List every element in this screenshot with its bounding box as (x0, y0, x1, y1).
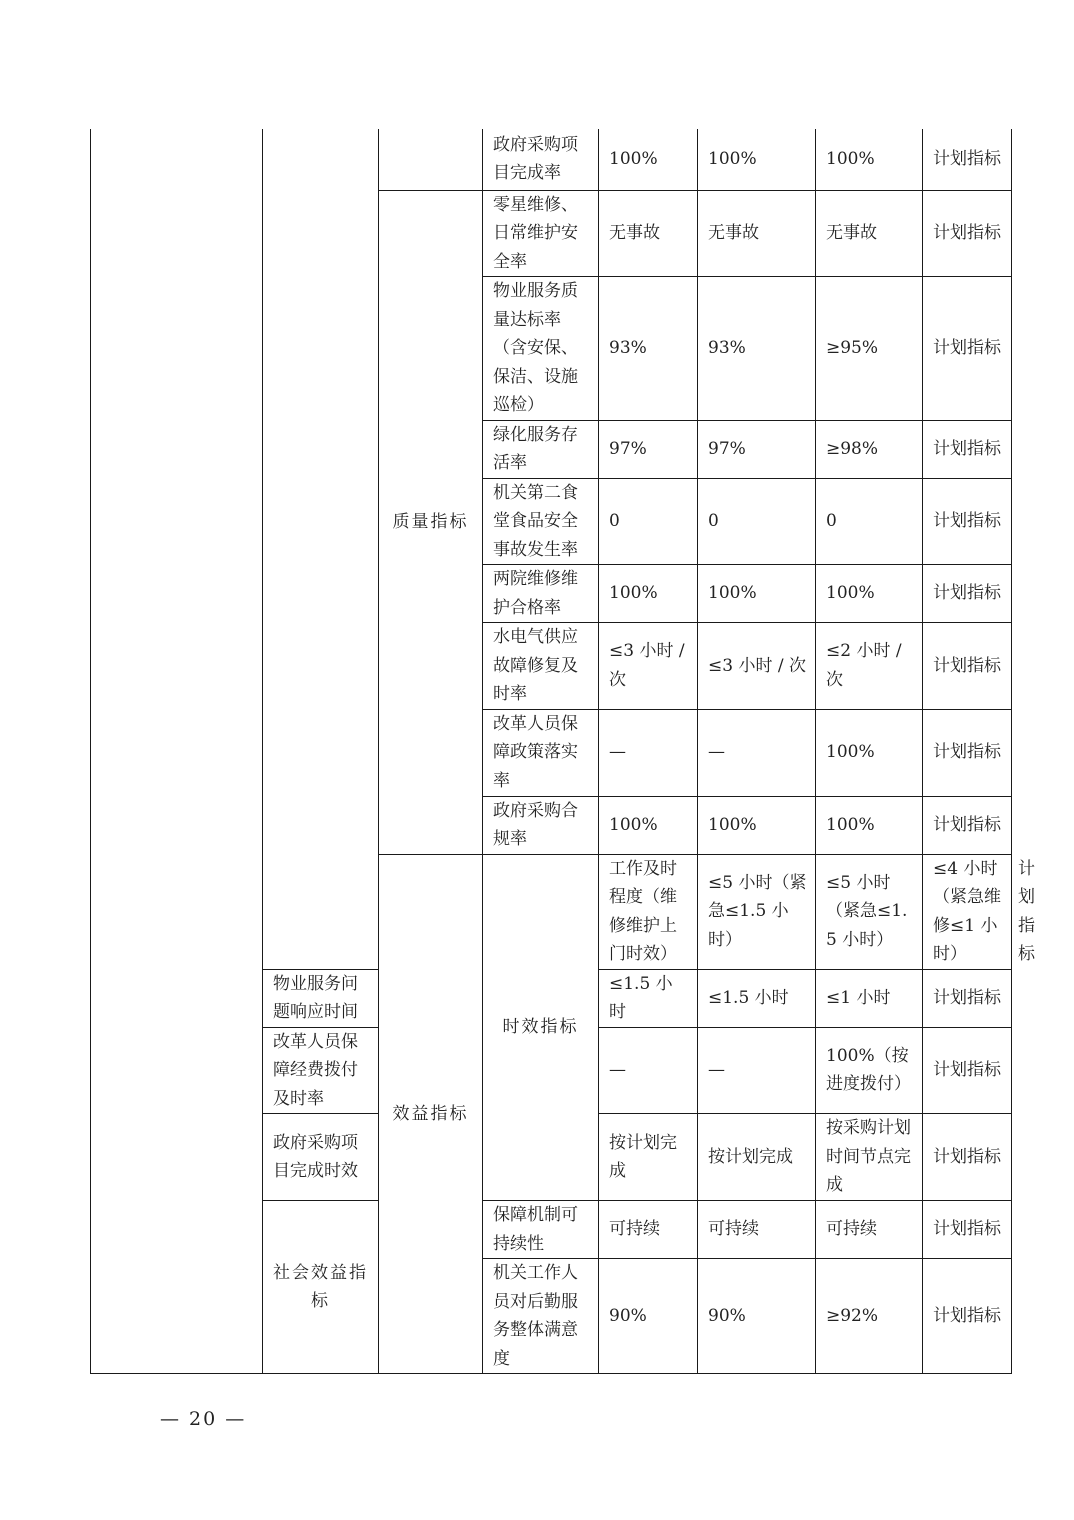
value-col2: ≤3 小时 / 次 (698, 623, 816, 710)
value-col1: 按计划完成 (599, 1114, 698, 1201)
value-col3: ≥92% (816, 1259, 923, 1374)
value-col3: 100% (816, 796, 923, 854)
value-col1: — (599, 1027, 698, 1114)
indicator-type: 计划指标 (923, 623, 1012, 710)
value-col3: ≥98% (816, 420, 923, 478)
indicator-type: 计划指标 (923, 709, 1012, 796)
indicator-type: 计划指标 (923, 969, 1012, 1027)
value-col1: 97% (599, 420, 698, 478)
value-col2: 90% (698, 1259, 816, 1374)
value-col2: 100% (698, 565, 816, 623)
value-col2: 97% (698, 420, 816, 478)
value-col2: 无事故 (698, 190, 816, 277)
value-col1: 0 (599, 478, 698, 565)
value-col2: ≤1.5 小时 (698, 969, 816, 1027)
value-col1: ≤5 小时（紧急≤1.5 小时） (698, 854, 816, 969)
value-col1: 93% (599, 277, 698, 421)
value-col1: 可持续 (599, 1201, 698, 1259)
value-col2: 可持续 (698, 1201, 816, 1259)
value-col1: 100% (599, 796, 698, 854)
value-col3: ≥95% (816, 277, 923, 421)
indicator-type: 计划指标 (923, 277, 1012, 421)
value-col3: ≤2 小时 / 次 (816, 623, 923, 710)
indicator-type: 计划指标 (923, 420, 1012, 478)
blank-cell (379, 129, 483, 190)
indicator-type: 计划指标 (923, 796, 1012, 854)
table-row (91, 129, 1012, 190)
value-col3: 100%（按进度拨付） (816, 1027, 923, 1114)
value-col1: ≤1.5 小时 (599, 969, 698, 1027)
value-col2: — (698, 709, 816, 796)
social-benefit-indicator-label: 社会效益指标 (263, 1201, 379, 1374)
value-col1: ≤3 小时 / 次 (599, 623, 698, 710)
indicator-name: 水电气供应故障修复及时率 (483, 623, 599, 710)
indicator-name: 工作及时程度（维修维护上门时效） (599, 854, 698, 969)
benefit-indicator-label: 效益指标 (379, 854, 483, 1374)
table-row: 效益指标 时效指标 工作及时程度（维修维护上门时效） ≤5 小时（紧急≤1.5 小时） ≤5 小时（紧急≤1.5 小时） ≤4 小时（紧急维修≤1 小时） 计划指标 (91, 854, 1012, 969)
value-col3: 100% (816, 129, 923, 190)
indicator-type: 计划指标 (923, 1201, 1012, 1259)
indicator-type: 计划指标 (923, 129, 1012, 190)
indicator-type: 计划指标 (923, 1259, 1012, 1374)
indicator-type: 计划指标 (923, 1027, 1012, 1114)
value-col2: ≤5 小时（紧急≤1.5 小时） (816, 854, 923, 969)
value-col3: 0 (816, 478, 923, 565)
value-col3: 可持续 (816, 1201, 923, 1259)
value-col3: ≤4 小时（紧急维修≤1 小时） (923, 854, 1012, 969)
indicator-name: 物业服务问题响应时间 (263, 969, 379, 1027)
indicator-table (90, 129, 1035, 1374)
indicator-type: 计划指标 (923, 565, 1012, 623)
indicator-name: 政府采购合规率 (483, 796, 599, 854)
indicator-name: 政府采购项目完成时效 (263, 1114, 379, 1201)
indicator-name: 零星维修、日常维护安全率 (483, 190, 599, 277)
value-col2: 100% (698, 129, 816, 190)
indicator-type: 计划指标 (923, 190, 1012, 277)
value-col1: 无事故 (599, 190, 698, 277)
indicator-name: 保障机制可持续性 (483, 1201, 599, 1259)
value-col2: — (698, 1027, 816, 1114)
timeliness-indicator-label: 时效指标 (483, 854, 599, 1201)
value-col2: 按计划完成 (698, 1114, 816, 1201)
indicator-name: 政府采购项目完成率 (483, 129, 599, 190)
blank-cell (263, 129, 379, 969)
value-col3: 100% (816, 565, 923, 623)
indicator-name: 改革人员保障政策落实率 (483, 709, 599, 796)
indicator-name: 改革人员保障经费拨付及时率 (263, 1027, 379, 1114)
value-col1: 100% (599, 129, 698, 190)
indicator-name: 绿化服务存活率 (483, 420, 599, 478)
indicator-type: 计划指标 (923, 1114, 1012, 1201)
blank-cell (91, 129, 263, 1374)
value-col1: 100% (599, 565, 698, 623)
value-col2: 93% (698, 277, 816, 421)
value-col3: 按采购计划时间节点完成 (816, 1114, 923, 1201)
page-number: — 20 — (160, 1408, 247, 1430)
value-col1: 90% (599, 1259, 698, 1374)
value-col1: — (599, 709, 698, 796)
indicator-name: 两院维修维护合格率 (483, 565, 599, 623)
value-col3: 100% (816, 709, 923, 796)
value-col3: 无事故 (816, 190, 923, 277)
quality-indicator-label: 质量指标 (379, 190, 483, 854)
indicator-name: 机关工作人员对后勤服务整体满意度 (483, 1259, 599, 1374)
value-col2: 100% (698, 796, 816, 854)
value-col3: ≤1 小时 (816, 969, 923, 1027)
indicator-name: 物业服务质量达标率（含安保、保洁、设施巡检） (483, 277, 599, 421)
value-col2: 0 (698, 478, 816, 565)
indicator-type: 计划指标 (923, 478, 1012, 565)
indicator-name: 机关第二食堂食品安全事故发生率 (483, 478, 599, 565)
